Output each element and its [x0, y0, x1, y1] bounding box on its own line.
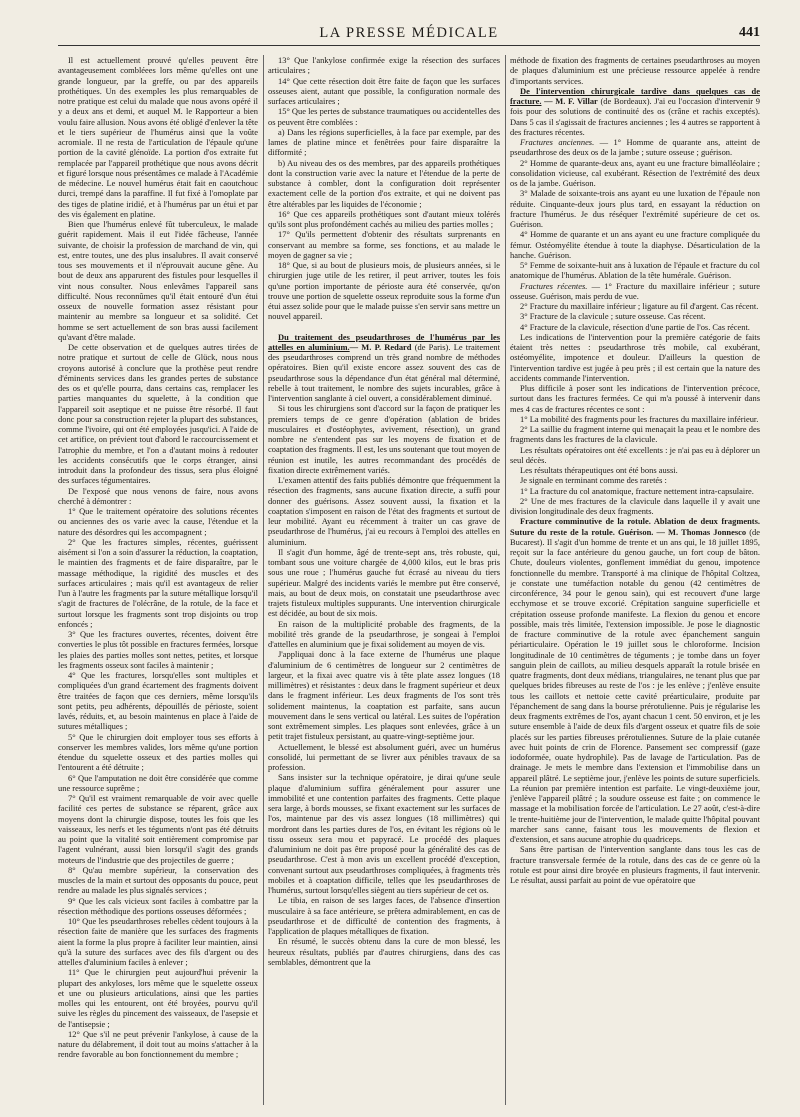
- article-author: — M. Thomas Jonnesco: [653, 526, 747, 537]
- column-divider: [263, 55, 264, 1105]
- article-author: — M. P. Redard: [349, 341, 412, 352]
- column-divider: [505, 55, 506, 1105]
- paragraph: a) Dans les régions superficielles, à la face par exemple, par des lames de platine mince et fenêtrées pour faire disparaître la difformité ;: [268, 126, 500, 158]
- paragraph: De l'exposé que nous venons de faire, nous avons cherché à démontrer :: [58, 485, 258, 506]
- paragraph: Je signale en terminant comme des raretés :: [520, 475, 667, 486]
- page-header: [58, 25, 760, 45]
- article-heading: [510, 516, 760, 844]
- paragraph: 14° Que cette résection doit être faite de façon que les surfaces osseuses aient, autant que possible, la configuration normale des surfaces articulaires ;: [268, 75, 500, 106]
- paragraph: 7° Qu'il est vraiment remarquable de voir avec quelle facilité ces pertes de substance se réparent, grâce aux moyens dont la chirurgie dispose, toutes les fois que les vaisseaux, les nerfs et les téguments n'ont pas été détruits au point que la vitalité soit entièrement compromise par l'agent vulnérant, aussi bien lorsqu'il s'agit des grands moteurs de l'industrie que des projectiles de guerre ;: [58, 793, 258, 865]
- article-heading: [268, 332, 500, 404]
- paragraph: De cette observation et de quelques autres tirées de notre pratique et surtout de celle de Glück, nous nous croyons autorisé à conclure que la prothèse peut rendre d'éminents services dans les grandes pertes de substance des os et qu'elle pourra, dans certains cas, remplacer les parties manquantes du squelette, à la condition que l'appareil soit aseptique et ne puisse être résorbé. Il faut donc pour sa construction rejeter la plupart des substances, comme l'ivoire, qui ont été employées jusqu'ici. A l'aide de cet artifice, on prévient tout d'abord le raccourcissement et l'atrophie du membre, et l'on a d'autant moins à redouter les accidents consécutifs que le corps étranger, ainsi introduit dans la profondeur des tissus, sera plus éloigné des surfaces tégumentaires.: [58, 342, 258, 486]
- article-title: De l'intervention chirurgicale tardive dans quelques cas de fracture.: [510, 85, 760, 106]
- paragraph: 16° Que ces appareils prothétiques sont d'autant mieux tolérés qu'ils sont plus profondément cachés au milieu des parties molles ;: [268, 208, 500, 229]
- paragraph: 1° La mobilité des fragments pour les fractures du maxillaire inférieur.: [520, 413, 759, 424]
- article-author: — M. F. Villar: [541, 96, 598, 106]
- paragraph: 13° Que l'ankylose confirmée exige la résection des surfaces articulaires ;: [268, 55, 500, 76]
- paragraph: 11° Que le chirurgien peut aujourd'hui prévenir la plupart des ankyloses, lors même que le squelette osseux et une ou plusieurs articulations, ainsi que les parties molles qui les entourent, ont été broyées, pourvu qu'il suive les règles du pincement des vaisseaux, de l'asepsie et de l'antisepsie ;: [58, 967, 258, 1029]
- column-2: [268, 55, 500, 1105]
- paragraph: b) Au niveau des os des membres, par des appareils prothétiques dont la construction varie avec la nature et l'étendue de la perte de substance à combler, dont la configuration doit représenter exactement celle de la portion d'os extraite, et qui ne doivent pas être altérables par les liquides de l'économie ;: [268, 157, 500, 209]
- paragraph: méthode de fixation des fragments de certaines pseudarthroses au moyen de plaques d'aluminium est une précieuse ressource appelée à rendre d'importants services.: [510, 55, 760, 86]
- paragraph: Actuellement, le blessé est absolument guéri, avec un humérus consolidé, lui permettant de se livrer aux pénibles travaux de sa profession.: [268, 741, 500, 772]
- paragraph: Si tous les chirurgiens sont d'accord sur la façon de pratiquer les premiers temps de ce genre d'opération (ablation de brides musculaires et d'ostéophytes, avivement, résection), un grand nombre ne s'entendent pas sur les moyens de fixation et de coaptation des fragments. Il est, les uns soutenant que tout moyen de réunion est inutile, les autres recommandant des procédés de fixation directe extrêmement variés.: [268, 403, 500, 475]
- article-heading: [510, 86, 760, 137]
- article-city: (de Bordeaux).: [597, 96, 655, 106]
- list-item: 3° Malade de soixante-trois ans ayant eu une luxation de l'épaule non réduite. Cinquante-deux jours plus tard, en essayant la réduction on fracture l'humérus. Je dus réséquer l'extrémité supérieure de cet os. Guérison.: [510, 188, 760, 229]
- list-item: 3° Fracture de la clavicule ; suture osseuse. Cas récent.: [520, 311, 706, 322]
- paragraph: 8° Qu'au membre supérieur, la conservation des muscles de la main et surtout des opposants du pouce, peut rendre au malade les plus signalés services ;: [58, 864, 258, 896]
- article-city: (de Paris).: [411, 341, 454, 352]
- column-3: [510, 55, 760, 1105]
- paragraph: L'examen attentif des faits publiés démontre que fréquemment la résection des fragments, sans aucune fixation directe, a suffi pour donner des guérisons. Assez souvent aussi, la fixation et la coaptation s'imposent en raison de l'état des fragments et surtout de leur mobilité. Ayant eu récemment à traiter un cas grave de pseudarthrose de l'humérus, j'ai eu recours à l'emploi des attelles en aluminium.: [268, 475, 500, 547]
- paragraph: 2° Une de mes fractures de la clavicule dans laquelle il y avait une division longitudinale des deux fragments.: [510, 495, 760, 516]
- masthead: LA PRESSE MÉDICALE: [319, 25, 499, 41]
- paragraph: 10° Que les pseudarthroses rebelles cèdent toujours à la résection faite de manière que les surfaces des fragments aient la forme la plus propre à faciliter leur maintien, ainsi qu'à la suture des surfaces avec des fils d'argent ou des attelles d'aluminium faciles à enlever ;: [58, 916, 258, 967]
- paragraph: 1° La fracture du col anatomique, fracture nettement intra-capsulaire.: [520, 485, 754, 496]
- paragraph: 18° Que, si au bout de plusieurs mois, de plusieurs années, si le chirurgien juge utile de les retirer, il peut arriver, toutes les fois qu'une portion importante de périoste aura été conservée, qu'on trouve une portion de squelette osseux reproduite sous la forme d'un étui assez solide pour que le malade puisse s'en servir sans mettre un nouvel appareil.: [268, 260, 500, 322]
- article-title: Fracture comminutive de la rotule. Ablation de deux fragments. Suture du reste de la rotule. Guérison.: [510, 516, 760, 537]
- paragraph: 15° Que les pertes de substance traumatiques ou accidentelles des os peuvent être comblées :: [268, 106, 500, 127]
- subsection-label: Fractures anciennes.: [520, 137, 595, 147]
- paragraph: Bien que l'humérus enlevé fût tuberculeux, le malade guérit rapidement. Mais il eut l'idée fâcheuse, l'année suivante, de choisir la profession de marchand de vin, qui est, entre toutes, une des plus insalubres. Il avait conservé tous ses mouvements et il n'éprouvait aucune gêne. Au bout de deux ans apparurent des fistules pour lesquelles il vint nous consulter. Nous enlevâmes l'appareil sans difficulté. Nous reconnûmes qu'il était entouré d'un étui osseux de nouvelle formation assez résistant pour maintenir au membre sa longueur et sa solidité. Cet homme se sert actuellement de son bras aussi facilement qu'avant d'être malade.: [58, 219, 258, 342]
- paragraph: 12° Que s'il ne peut prévenir l'ankylose, à cause de la nature du délabrement, il doit tout au moins s'attacher à la rendre favorable au bon fonctionnement du membre ;: [58, 1028, 258, 1060]
- paragraph: 2° Que les fractures simples, récentes, guérissent aisément si l'on a soin d'assurer la réduction, la coaptation, le maintien des fragments et de faire disparaître, par le massage méthodique, la rigidité des muscles et des surfaces articulaires ; mais qu'il est avantageux de relier l'un à l'autre les fragments par la suture métallique lorsqu'il s'agit de fractures de l'olécrâne, de la rotule, de la face et surtout lorsque les fragments sont trop disjoints ou trop enfoncés ;: [58, 536, 258, 629]
- list-item: 2° Fracture du maxillaire inférieur ; ligature au fil d'argent. Cas récent.: [520, 301, 759, 311]
- list-item: 2° Homme de quarante-deux ans, ayant eu une fracture bimalléolaire ; consolidation vicieuse, cal exubérant. Résection de l'extrémité des deux os de la jambe. Guérison.: [510, 157, 760, 188]
- paragraph: Les résultats thérapeutiques ont été bons aussi.: [520, 465, 678, 475]
- paragraph: J'appliquai donc à la face externe de l'humérus une plaque d'aluminium de 6 centimètres de longueur sur 2 centimètres de largeur, et la fixai avec quatre vis à tête plate assez longues (18 millimètres) et résistantes : deux dans le fragment supérieur et deux dans le fragment inférieur. Les deux fragments de l'os sont très solidement maintenus, la coaptation est parfaite, sans aucun mouvement dans le sens vertical ou latéral. Les suites de l'opération sont extrêmement simples. Les plaques sont enlevées, grâce à un petit trajet fistuleux persistant, au quatre-vingt-septième jour.: [268, 649, 500, 742]
- paragraph: Les indications de l'intervention pour la première catégorie de faits étaient très nettes : pseudarthrose très mobile, cal exubérant, ostéomyélite, impotence et douleur. D'ailleurs la question de l'intervention tardive est jugée à peu près ; il est certain que la nature des accidents commande l'intervention.: [510, 331, 760, 383]
- paragraph: 4° Que les fractures, lorsqu'elles sont multiples et compliquées d'un grand écartement des fragments doivent être traitées de façon que ces derniers, même lorsqu'ils sont petits, peu adhérents, dépouillés de périoste, soient lavés, réduits, et, au besoin maintenus en place à l'aide de sutures métalliques ;: [58, 670, 258, 732]
- list-item: Fractures anciennes. — 1° Homme de quarante ans, atteint de pseudarthrose des deux os de la jambe ; suture osseuse ; guérison.: [510, 137, 760, 158]
- paragraph: 3° Que les fractures ouvertes, récentes, doivent être converties le plus tôt possible en fractures fermées, lorsque les plaies des parties molles sont nettes, petites, et lorsque les fragments osseux sont faciles à maintenir ;: [58, 629, 258, 670]
- paragraph: Il est actuellement prouvé qu'elles peuvent être avantageusement combléees lors même qu'elles ont une grande longueur, par la greffe, ou par des appareils prothétiques. Un des exemples les plus remarquables de notre pratique est celui du malade que nous avons opéré il y a deux ans et demi, et auquel M. le Rapporteur a bien voulu faire allusion. Nous avons été obligé d'enlever la tête et le tiers supérieur de l'humérus ainsi que la voûte acromiale. Il ne resta de l'articulation de l'épaule qu'une portion de la cavité glénoïde. La portion d'os extraite fut remplacée par l'appareil prothétique que nous avons décrit et figuré lorsque nous présentâmes ce malade à l'Académie de médecine. Le nouvel humérus était fait en caoutchouc durci, trempé dans la paraffine. Il fut fixé à l'omoplate par des tiges de platine iridié, et à l'humérus par un étui et par des vis également en platine.: [58, 55, 258, 219]
- paragraph: Il s'agit d'un homme, âgé de trente-sept ans, très robuste, qui, tombant sous une voiture chargée de 4,000 kilos, eut le bras pris sous une roue ; l'humérus gauche fut écrasé au niveau du tiers supérieur. Malgré des incidents variés le membre put être conservé, mais, au bout de deux mois, on constatait une pseudarthrose avec trajets fistuleux multiples suppurants. Une intervention chirurgicale est décidée, au bout de six mois.: [268, 546, 500, 619]
- paragraph: Plus difficile à poser sont les indications de l'intervention précoce, surtout dans les fractures fermées. Ce qui m'a poussé à intervenir dans mes 4 cas de fractures récentes ce sont :: [510, 383, 760, 414]
- article-city: (de Bucarest).: [510, 526, 760, 547]
- paragraph: J'ai eu l'occasion d'intervenir 9 fois pour des solutions de continuité des os (crâne et rachis exceptés). Dans 5 cas il s'agissait de fractures anciennes ; les 4 autres se rapportent à des fractures récentes.: [510, 96, 760, 137]
- header-rule: [58, 45, 760, 46]
- article-title: Du traitement des pseudarthroses de l'humérus par les attelles en aluminium.: [268, 331, 500, 352]
- paragraph: Les résultats opératoires ont été excellents : je n'ai pas eu à déplorer un seul décès.: [510, 444, 760, 465]
- paragraph: Sans être partisan de l'intervention sanglante dans tous les cas de fracture transversale fermée de la rotule, dans des cas de ce genre où la rotule est pour ainsi dire broyée en plusieurs fragments, il faut intervenir. Le résultat, aussi parfait au point de vue opératoire que: [510, 844, 760, 885]
- list-item: Fractures récentes. — 1° Fracture du maxillaire inférieur ; suture osseuse. Guérison, mais perdu de vue.: [510, 280, 760, 301]
- paragraph: Le tibia, en raison de ses larges faces, de l'absence d'insertion musculaire à sa face antérieure, se prêtera admirablement, en cas de pseudarthrose et de difficulté de contention des fragments, à l'application de plaques métalliques de fixation.: [268, 895, 500, 936]
- paragraph: 9° Que les cals vicieux sont faciles à combattre par la résection méthodique des portions osseuses déformées ;: [58, 895, 258, 916]
- paragraph: Le traitement des pseudarthroses comprend un très grand nombre de méthodes opératoires. Bien qu'il existe encore assez souvent des cas de pseudarthrose sous la dépendance d'un état général mal déterminé, rebelle à tout traitement, le nombre des sujets incurables, grâce à l'intervention sanglante à ciel ouvert, a considérablement diminué.: [268, 341, 500, 403]
- list-item: 4° Homme de quarante et un ans ayant eu une fracture compliquée du fémur. Ostéomyélite étendue à toute la diaphyse. Désarticulation de la hanche. Guérison.: [510, 229, 760, 260]
- paragraph: 5° Que le chirurgien doit employer tous ses efforts à conserver les membres valides, lors même qu'une portion étendue du squelette osseux et des parties molles qui l'entourent a été détruite ;: [58, 731, 258, 773]
- subsection-label: Fractures récentes.: [520, 280, 588, 291]
- paragraph: En raison de la multiplicité probable des fragments, de la mobilité très grande de la pseudarthrose, je songeai à l'emploi d'attelles en aluminium que je fixai solidement au moyen de vis.: [268, 618, 500, 649]
- paragraph: Il s'agit d'un homme de trente et un ans qui, le 18 juillet 1895, reçoit sur la face antérieure du genou gauche, un fort coup de bâton. Chute, douleurs violentes, gonflement immédiat du genou, impotence fonctionnelle du membre. Transporté à ma clinique de l'hôpital Coltzea, je constate une tuméfaction notable du genou (42 centimètres de circonférence, 34 pour le genou sain), qui est recouvert d'une large ecchymose et se trouve excorié. Crépitation sanguine superficielle et crépitation osseuse profonde manifeste. La flexion du genou et encore possible, mais très limitée, l'extension impossible. Je pose le diagnostic de fracture comminutive de la rotule avec épanchement sanguin périarticulaire. Opération le 19 juillet sous le chloroforme. Incision longitudinale de 10 centimètres de téguments ; je tombe dans un foyer sanguin plein de caillots, au milieu desquels apparaît la rotule brisée en quatre fragments, dont deux médians, triangulaires, ne tenant plus que par quelques brides fibreuses au reste de l'os : je les enlève ; j'enlève ensuite tous les caillots et nettoie cette cavité préarticulaire, produite par l'épanchement de sang dans la bourse prérotulienne. Puis je régularise les deux fragments extrêmes de l'os, ayant chacun 1 cent. 50 environ, et je les suture ensemble à l'aide de deux fils d'argent osseux et quatre fils de soie placés sur les parties fibreuses prérotuliennes. Suture de la plaie cutanée avec huit points de crin de Florence. Pansement sec compressif (gaze iodoformée, ouate hydrophile). Pas de lavage de l'articulation. Pas de drainage. Je mets le membre dans l'extension et l'immobilise dans un appareil plâtré. Le septième jour, j'enlève les points de suture superficiels. La réunion par première intention est parfaite. Le vingt-deuxième jour, j'enlève l'appareil plâtré ; la soudure osseuse est faite ; on commence le massage et la mobilisation forcée de l'articulation. Le 27 août, c'est-à-dire le trente-huitième jour de l'intervention, le malade quitte l'hôpital pouvant marcher sans canne, faisant tous les mouvements de flexion et d'extension, et sans aucune atrophie du quadriceps.: [510, 536, 760, 844]
- paragraph: 2° La saillie du fragment interne qui menaçait la peau et le nombre des fragments dans les fractures de la clavicule.: [510, 424, 760, 445]
- paragraph: En résumé, le succès obtenu dans la cure de mon blessé, les heureux résultats, publiés par d'autres chirurgiens, dans des cas semblables, démontrent que la: [268, 936, 500, 967]
- paragraph: 6° Que l'amputation ne doit être considérée que comme une ressource suprême ;: [58, 772, 258, 793]
- list-item: 5° Femme de soixante-huit ans à luxation de l'épaule et fracture du col anatomique de l'humérus. Ablation de la tête humérale. Guérison.: [510, 260, 760, 281]
- paragraph: 17° Qu'ils permettent d'obtenir des résultats surprenants en conservant au membre sa forme, ses fonctions, et au malade le moyen de gagner sa vie ;: [268, 229, 500, 260]
- list-item: 4° Fracture de la clavicule, résection d'une partie de l'os. Cas récent.: [520, 321, 750, 332]
- column-1: [58, 55, 258, 1105]
- page-number: 441: [739, 25, 760, 40]
- paragraph: Sans insister sur la technique opératoire, je dirai qu'une seule plaque d'aluminium suffira généralement pour assurer une immobilité et une contention parfaites des fragments. Cette plaque sera large, à bords mousses, se fixant exactement sur les surfaces de l'os, maintenue par des vis assez longues (18 millimètres) qui mordront dans les parties dures de l'os, en évitant les régions où le tissu osseux sera mou et papyracé. Le procédé des plaques d'aluminium ne doit pas être proposé pour la généralité des cas de pseudarthrose. C'est à mon avis un excellent procédé d'exception, convenant surtout aux pseudarthroses compliquées, à fragments très mobiles et à coaptation difficile, telles que les pseudarthroses de l'humérus, surtout lorsqu'elles siègent au tiers supérieur de cet os.: [268, 772, 500, 895]
- paragraph: 1° Que le traitement opératoire des solutions récentes ou anciennes des os varie avec la cause, l'étendue et la nature des désordres qui les accompagnent ;: [58, 506, 258, 537]
